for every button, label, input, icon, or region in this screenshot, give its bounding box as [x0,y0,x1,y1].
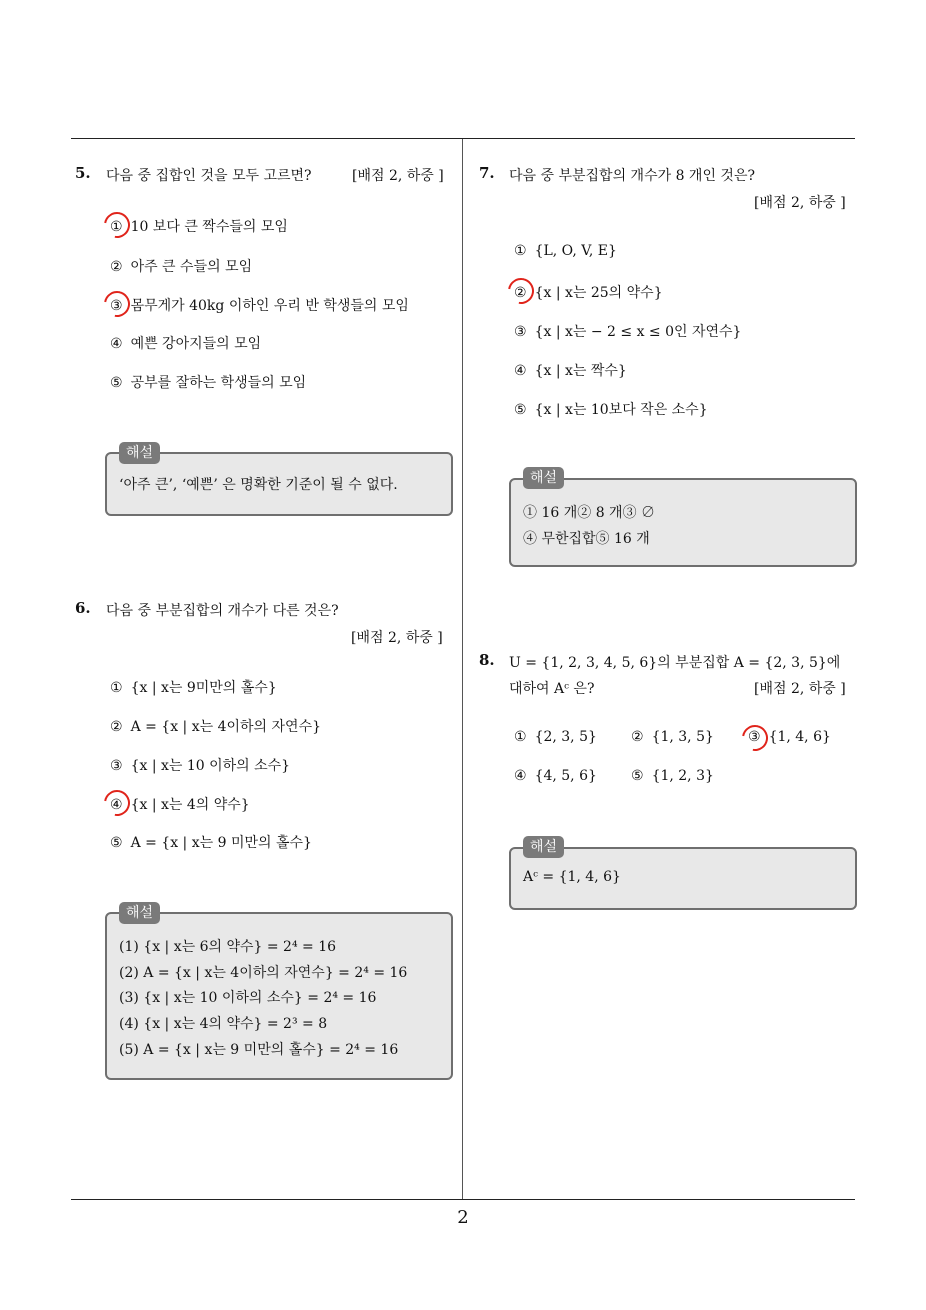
page-number: 2 [457,1207,469,1228]
choice-number: ⑤ [514,402,527,418]
explanation-line: ‘아주 큰’, ‘예쁜’ 은 명확한 기준이 될 수 없다. [119,477,398,493]
choice-1[interactable] [514,243,617,259]
explanation-box [509,478,857,567]
choice-3[interactable] [514,321,741,341]
choice-number: ② [110,259,123,275]
choice-text: {x | x는 − 2 ≤ x ≤ 0인 자연수} [534,324,742,340]
choice-text: {2, 3, 5} [534,729,597,745]
choice-text: 예쁜 강아지들의 모임 [130,336,262,352]
question-text: 다음 중 부분집합의 개수가 8 개인 것은? [509,168,755,184]
choice-number: ③ [110,758,123,774]
choice-text: 아주 큰 수들의 모임 [130,259,253,275]
question-text-line-1: U = {1, 2, 3, 4, 5, 6}의 부분집합 A = {2, 3, 5}에 [509,655,841,671]
question-number: 8. [479,651,495,669]
answer-mark-circle [99,785,135,821]
choice-2[interactable] [631,729,714,745]
choice-number: ② [110,719,123,735]
choice-4[interactable] [514,768,597,784]
score-meta: [배점 2, 하중 ] [754,195,846,211]
answer-mark-circle [99,286,135,322]
choice-text: {L, O, V, E} [534,243,617,259]
choice-text: {x | x는 짝수} [534,363,627,379]
question-number: 7. [479,164,495,182]
explanation-line: (3) {x | x는 10 이하의 소수} = 2⁴ = 16 [119,990,377,1006]
choice-text: {4, 5, 6} [534,768,597,784]
choice-text: {x | x는 25의 약수} [534,285,663,301]
choice-2[interactable] [110,716,321,736]
choice-number: ① [110,680,123,696]
choice-text: {x | x는 10보다 작은 소수} [534,402,708,418]
choice-number: ⑤ [110,835,123,851]
choice-1[interactable] [514,729,597,745]
choice-3[interactable] [110,755,290,775]
choice-number: ④ [110,336,123,352]
choice-2[interactable] [514,282,663,302]
choice-number: ② [514,285,527,301]
choice-text: 공부를 잘하는 학생들의 모임 [130,375,307,391]
score-meta: [배점 2, 하중 ] [352,168,444,184]
choice-number: ⑤ [631,768,644,784]
choice-5[interactable] [514,399,708,419]
explanation-line: ④ 무한집합⑤ 16 개 [523,531,650,547]
explanation-line: (2) A = {x | x는 4이하의 자연수} = 2⁴ = 16 [119,965,408,981]
answer-mark-circle [503,273,539,309]
explanation-line: ① 16 개② 8 개③ ∅ [523,505,656,521]
choice-number: ⑤ [110,375,123,391]
choice-number: ① [514,243,527,259]
choice-number: ① [514,729,527,745]
choice-4[interactable] [110,333,261,353]
choice-text: {x | x는 10 이하의 소수} [130,758,291,774]
question-number: 6. [75,599,91,617]
choice-number: ④ [110,797,123,813]
choice-5[interactable] [110,372,306,392]
explanation-line: (5) A = {x | x는 9 미만의 홀수} = 2⁴ = 16 [119,1042,399,1058]
question-text: 다음 중 집합인 것을 모두 고르면? [106,168,312,184]
choice-number: ① [110,219,123,235]
column-divider [462,139,463,1199]
choice-5[interactable] [631,768,714,784]
choice-text: A = {x | x는 4이하의 자연수} [130,719,322,735]
choice-text: {x | x는 9미만의 홀수} [130,680,277,696]
choice-1[interactable] [110,216,288,236]
choice-text: {1, 4, 6} [768,729,831,745]
explanation-tab: 해설 [523,836,564,858]
choice-5[interactable] [110,832,312,852]
choice-2[interactable] [110,256,252,276]
top-rule [71,138,855,139]
choice-text: {1, 3, 5} [651,729,714,745]
score-meta: [배점 2, 하중 ] [754,681,846,697]
explanation-box [105,912,453,1080]
answer-mark-circle [737,720,773,756]
choice-text: {1, 2, 3} [651,768,714,784]
choice-1[interactable] [110,677,277,697]
choice-text: {x | x는 4의 약수} [130,797,250,813]
question-text: 다음 중 부분집합의 개수가 다른 것은? [106,603,339,619]
explanation-line: (1) {x | x는 6의 약수} = 2⁴ = 16 [119,939,337,955]
explanation-tab: 해설 [119,902,160,924]
choice-number: ④ [514,363,527,379]
choice-text: 10 보다 큰 짝수들의 모임 [130,219,288,235]
choice-number: ④ [514,768,527,784]
choice-3[interactable] [110,295,409,315]
explanation-line: Aᶜ = {1, 4, 6} [523,869,621,885]
choice-number: ③ [748,729,761,745]
choice-4[interactable] [514,360,627,380]
choice-number: ② [631,729,644,745]
choice-number: ③ [110,298,123,314]
explanation-line: (4) {x | x는 4의 약수} = 2³ = 8 [119,1016,328,1032]
bottom-rule [71,1199,855,1200]
choice-4[interactable] [110,794,250,814]
question-number: 5. [75,164,91,182]
choice-text: 몸무게가 40kg 이하인 우리 반 학생들의 모임 [130,298,409,314]
score-meta: [배점 2, 하중 ] [351,630,443,646]
explanation-tab: 해설 [119,442,160,464]
choice-number: ③ [514,324,527,340]
answer-mark-circle [99,207,135,243]
question-text-line-2: 대하여 Aᶜ 은? [509,681,595,697]
explanation-tab: 해설 [523,467,564,489]
choice-text: A = {x | x는 9 미만의 홀수} [130,835,312,851]
